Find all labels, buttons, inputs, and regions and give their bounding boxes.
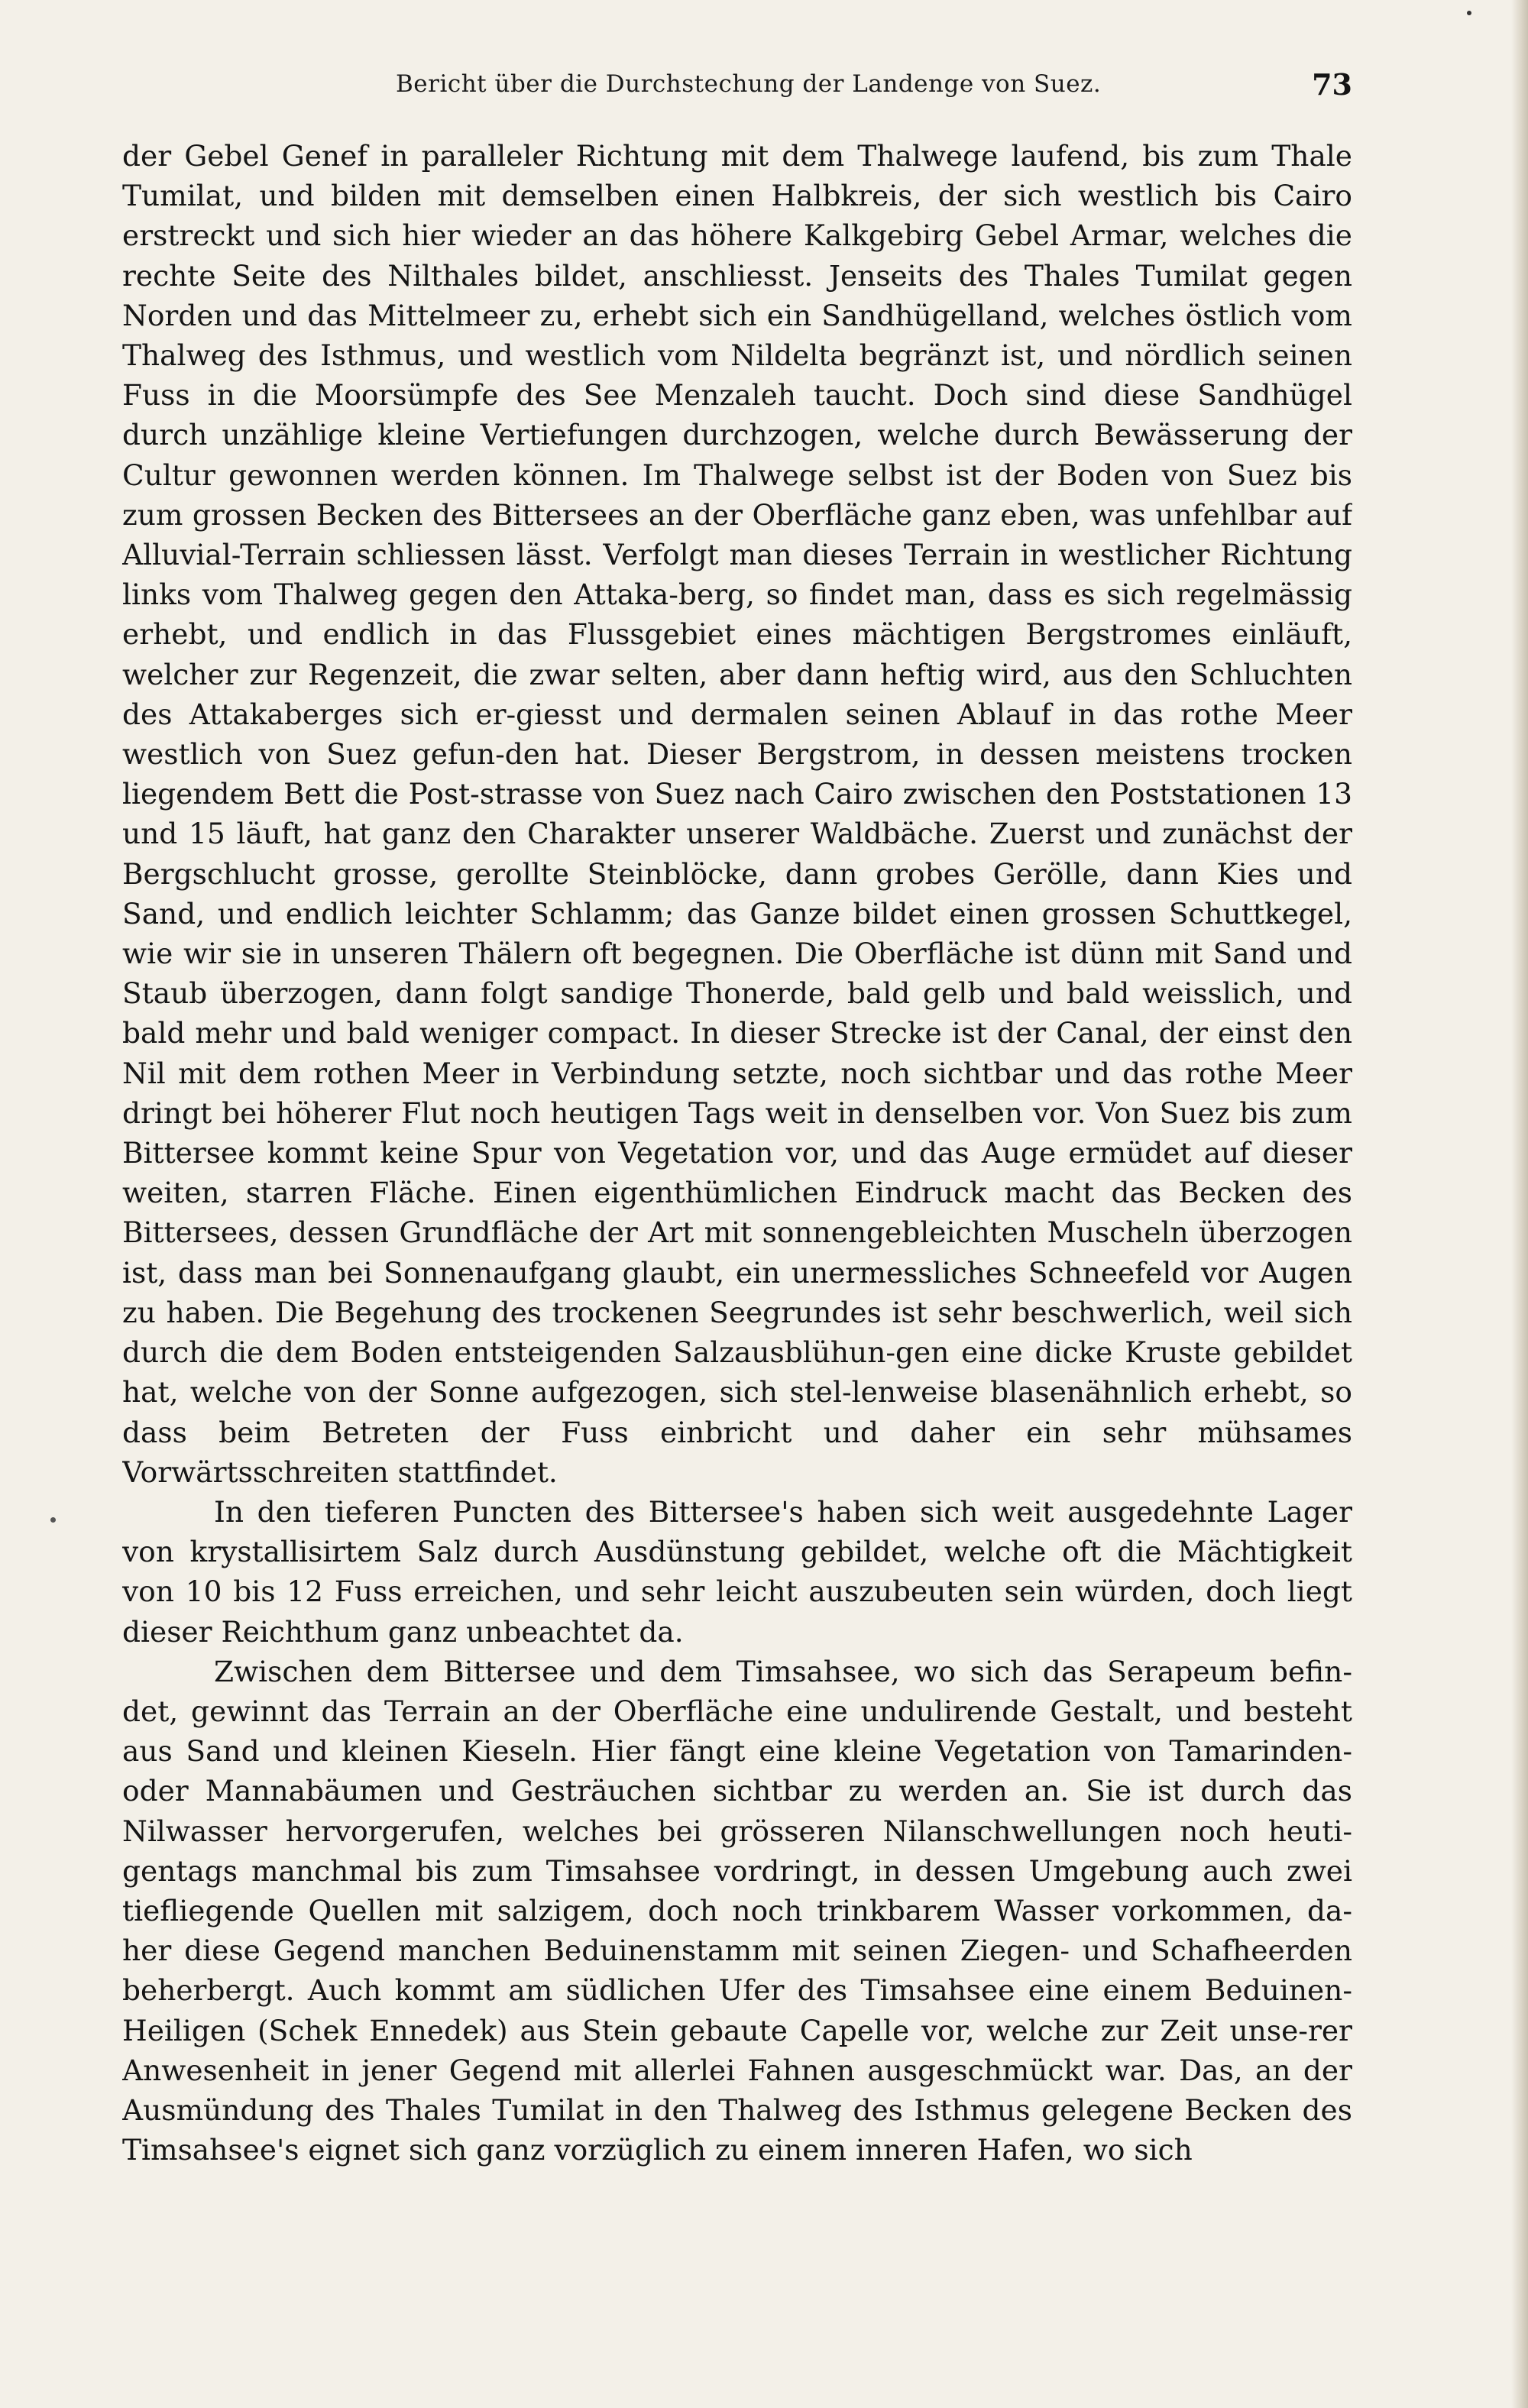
page-header	[122, 67, 1352, 108]
body-text	[122, 136, 1352, 2222]
paragraph-1: der Gebel Genef in paralleler Richtung mit dem Thalwege laufend, bis zum Thale Tumilat, und bilden mit demselben einen Halbkreis, der sich westlich bis Cairo erstreckt und sich hier wieder an das höhere Kalkgebirg Gebel Armar, welches die rechte Seite des Nilthales bildet, anschliesst. Jenseits des Thales Tumilat gegen Norden und das Mittelmeer zu, erhebt sich ein Sandhügelland, welches östlich vom Thalweg des Isthmus, und westlich vom Nildelta begränzt ist, und nördlich seinen Fuss in die Moorsümpfe des See Menzaleh taucht. Doch sind diese Sandhügel durch unzählige kleine Vertiefungen durchzogen, welche durch Bewässerung der Cultur gewonnen werden können. Im Thalwege selbst ist der Boden von Suez bis zum grossen Becken des Bittersees an der Oberfläche ganz eben, was unfehlbar auf Alluvial-Terrain schliessen lässt. Verfolgt man dieses Terrain in westlicher Richtung links vom Thalweg gegen den Attaka-berg, so findet man, dass es sich regelmässig erhebt, und endlich in das Flussgebiet eines mächtigen Bergstromes einläuft, welcher zur Regenzeit, die zwar selten, aber dann heftig wird, aus den Schluchten des Attakaberges sich er-giesst und dermalen seinen Ablauf in das rothe Meer westlich von Suez gefun-den hat. Dieser Bergstrom, in dessen meistens trocken liegendem Bett die Post-strasse von Suez nach Cairo zwischen den Poststationen 13 und 15 läuft, hat ganz den Charakter unserer Waldbäche. Zuerst und zunächst der Bergschlucht grosse, gerollte Steinblöcke, dann grobes Gerölle, dann Kies und Sand, und endlich leichter Schlamm; das Ganze bildet einen grossen Schuttkegel, wie wir sie in unseren Thälern oft begegnen. Die Oberfläche ist dünn mit Sand und Staub überzogen, dann folgt sandige Thonerde, bald gelb und bald weisslich, und bald mehr und bald weniger compact. In dieser Strecke ist der Canal, der einst den Nil mit dem rothen Meer in Verbindung setzte, noch sichtbar und das rothe Meer dringt bei höherer Flut noch heutigen Tags weit in denselben vor. Von Suez bis zum Bittersee kommt keine Spur von Vegetation vor, und das Auge ermüdet auf dieser weiten, starren Fläche. Einen eigenthümlichen Eindruck macht das Becken des Bittersees, dessen Grundfläche der Art mit sonnengebleichten Muscheln überzogen ist, dass man bei Sonnenaufgang glaubt, ein unermessliches Schneefeld vor Augen zu haben. Die Begehung des trockenen Seegrundes ist sehr beschwerlich, weil sich durch die dem Boden entsteigenden Salzausblühun-gen eine dicke Kruste gebildet hat, welche von der Sonne aufgezogen, sich stel-lenweise blasenähnlich erhebt, so dass beim Betreten der Fuss einbricht und daher ein sehr mühsames Vorwärtsschreiten stattfindet.	[122, 139, 1352, 1489]
paragraph-3: Zwischen dem Bittersee und dem Timsahsee, wo sich das Serapeum befin-det, gewinnt das Terrain an der Oberfläche eine undulirende Gestalt, und besteht aus Sand und kleinen Kieseln. Hier fängt eine kleine Vegetation von Tamarinden- oder Mannabäumen und Gesträuchen sichtbar zu werden an. Sie ist durch das Nilwasser hervorgerufen, welches bei grösseren Nilanschwellungen noch heuti-gentags manchmal bis zum Timsahsee vordringt, in dessen Umgebung auch zwei tiefliegende Quellen mit salzigem, doch noch trinkbarem Wasser vorkommen, da-her diese Gegend manchen Beduinenstamm mit seinen Ziegen- und Schafheerden beherbergt. Auch kommt am südlichen Ufer des Timsahsee eine einem Beduinen-Heiligen (Schek Ennedek) aus Stein gebaute Capelle vor, welche zur Zeit unse-rer Anwesenheit in jener Gegend mit allerlei Fahnen ausgeschmückt war. Das, an der Ausmündung des Thales Tumilat in den Thalweg des Isthmus gelegene Becken des Timsahsee's eignet sich ganz vorzüglich zu einem inneren Hafen, wo sich	[122, 1654, 1352, 2167]
paragraph-2: In den tieferen Puncten des Bittersee's haben sich weit ausgedehnte Lager von krystallisirtem Salz durch Ausdünstung gebildet, welche oft die Mächtigkeit von 10 bis 12 Fuss erreichen, und sehr leicht auszubeuten sein würden, doch liegt dieser Reichthum ganz unbeachtet da.	[122, 1494, 1352, 1649]
running-head: Bericht über die Durchstechung der Landenge von Suez.	[396, 70, 1102, 98]
ink-speck	[1467, 11, 1471, 15]
margin-mark	[50, 1517, 56, 1523]
page-edge-shadow	[1511, 0, 1528, 2408]
page-number: 73	[1312, 67, 1352, 102]
